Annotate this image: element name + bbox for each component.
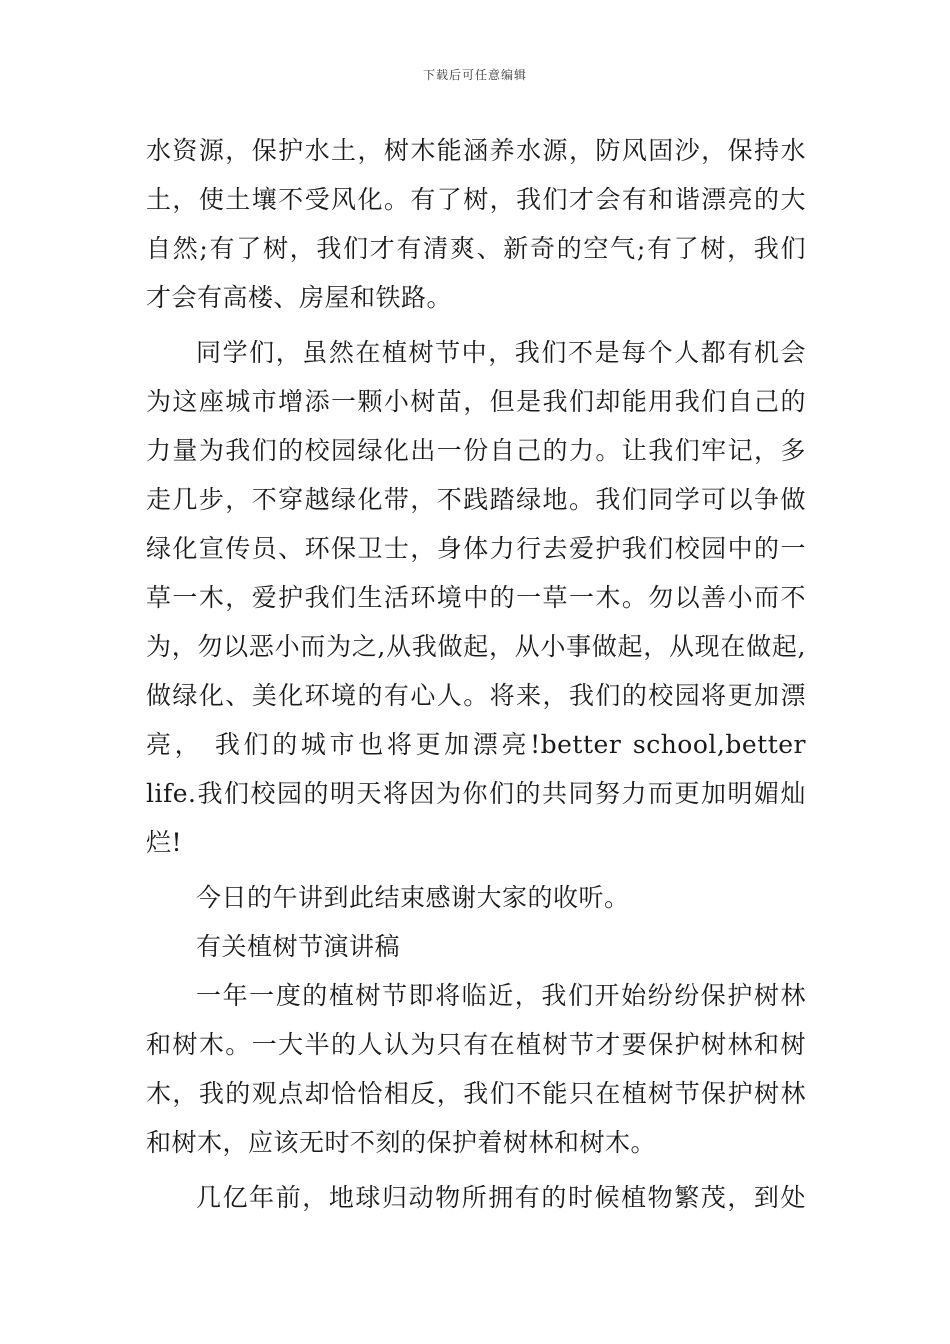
text-line: 才会有高楼、房屋和铁路。 [146,283,453,312]
section-title: 有关植树节演讲稿 [196,932,401,961]
paragraph-start-line: 几亿年前，地球归动物所拥有的时候植物繁茂，到处 [196,1183,806,1212]
document-body [146,126,806,1222]
text-line: 做绿化、美化环境的有心人。将来，我们的校园将更加漂 [146,681,806,710]
text-line: 木，我的观点却恰恰相反，我们不能只在植树节保护树林 [146,1079,806,1108]
text-line: life.我们校园的明天将因为你们的共同努力而更加明媚灿 [146,779,806,808]
text-line: 亮， 我们的城市也将更加漂亮!better school,better [146,730,806,759]
paragraph-start-line: 同学们，虽然在植树节中，我们不是每个人都有机会 [196,338,806,367]
text-line: 自然;有了树，我们才有清爽、新奇的空气;有了树，我们 [146,234,806,263]
text-line: 烂! [146,828,183,857]
text-line: 走几步，不穿越绿化带，不践踏绿地。我们同学可以争做 [146,485,806,514]
text-line: 绿化宣传员、环保卫士，身体力行去爱护我们校园中的一 [146,534,806,563]
text-line: 和树木。一大半的人认为只有在植树节才要保护树林和树 [146,1030,806,1059]
page-header-note: 下载后可任意编辑 [422,68,527,82]
text-line: 和树木，应该无时不刻的保护着树林和树木。 [146,1128,657,1157]
text-line: 水资源，保护水土，树木能涵养水源，防风固沙，保持水 [146,136,806,165]
paragraph-start-line: 一年一度的植树节即将临近，我们开始纷纷保护树林 [196,981,806,1010]
text-line: 力量为我们的校园绿化出一份自己的力。让我们牢记，多 [146,436,806,465]
closing-line: 今日的午讲到此结束感谢大家的收听。 [196,883,630,912]
text-line: 为这座城市增添一颗小树苗，但是我们却能用我们自己的 [146,387,806,416]
text-line: 为，勿以恶小而为之,从我做起，从小事做起，从现在做起, [146,632,806,661]
text-line: 土，使土壤不受风化。有了树，我们才会有和谐漂亮的大 [146,185,806,214]
text-line: 草一木，爱护我们生活环境中的一草一木。勿以善小而不 [146,583,806,612]
